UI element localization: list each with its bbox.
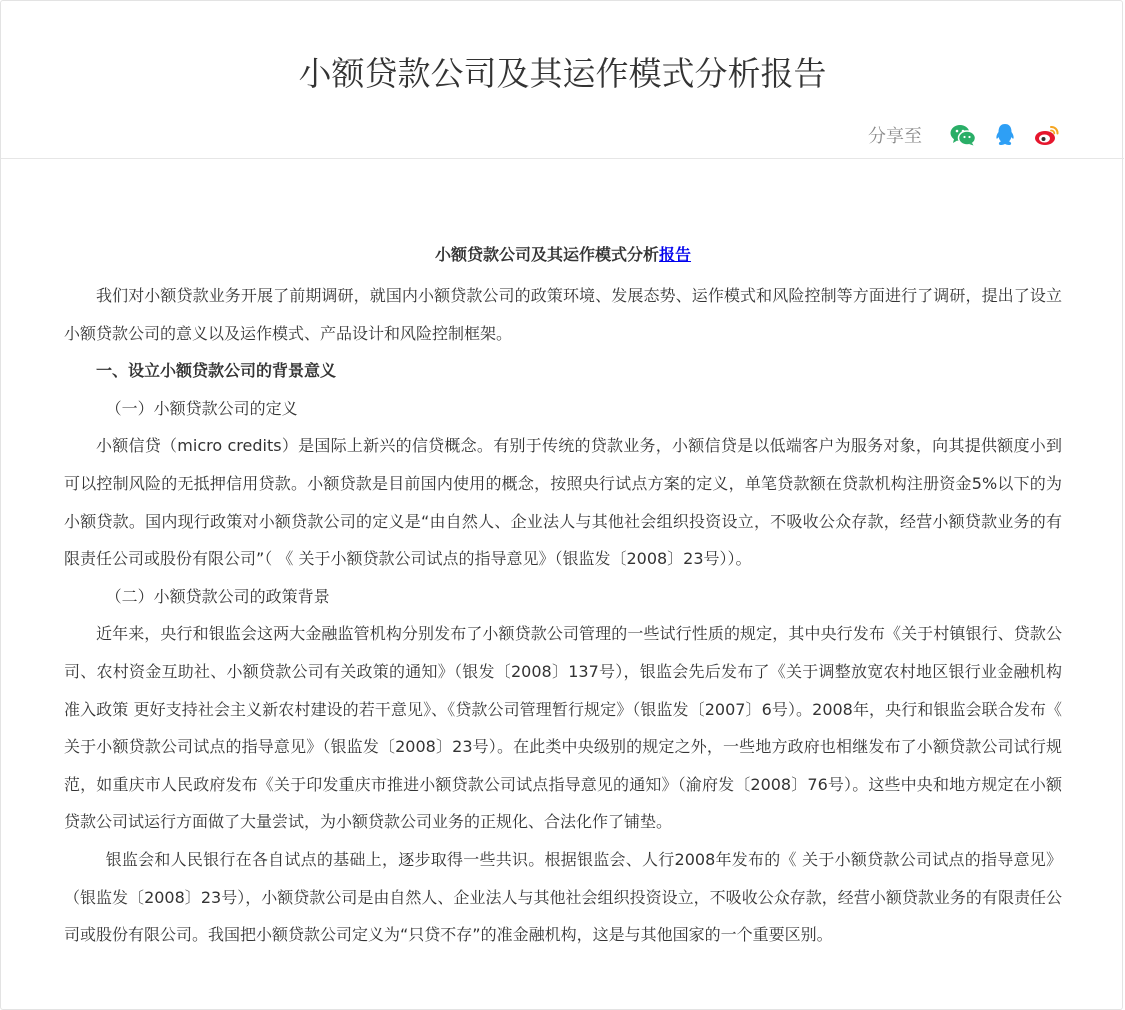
- section-heading-1: 一、设立小额贷款公司的背景意义: [96, 361, 337, 381]
- paragraph-consensus: 银监会和人民银行在各自试点的基础上，逐步取得一些共识。根据银监会、人行2008年发布的《 关于小额贷款公司试点的指导意见》（银监发〔2008〕23号），小额贷款公司是由自然人、企业法人与其他社会组织投资设立，不吸收公众存款，经营小额贷款业务的有限责任公司或股份有限公司。我国把小额贷款公司定义为“只贷不存”的准金融机构，这是与其他国家的一个重要区别。: [64, 849, 1062, 945]
- share-label: 分享至: [868, 126, 922, 147]
- article-body: [64, 240, 1062, 954]
- wechat-icon[interactable]: [948, 120, 978, 150]
- article-heading: [64, 240, 1062, 270]
- qq-icon[interactable]: [990, 120, 1020, 150]
- paragraph-policy: 近年来，央行和银监会这两大金融监管机构分别发布了小额贷款公司管理的一些试行性质的规定，其中央行发布《关于村镇银行、贷款公司、农村资金互助社、小额贷款公司有关政策的通知》（银发〔2008〕137号），银监会先后发布了《关于调整放宽农村地区银行业金融机构准入政策 更好支持社会主义新农村建设的若干意见》、《贷款公司管理暂行规定》（银监发〔2007〕6号）。2008年，央行和银监会联合发布《 关于小额贷款公司试点的指导意见》（银监发〔2008〕23号）。在此类中央级别的规定之外，一些地方政府也相继发布了小额贷款公司试行规范，如重庆市人民政府发布《关于印发重庆市推进小额贷款公司试点指导意见的通知》（渝府发〔2008〕76号）。这些中央和地方规定在小额贷款公司试运行方面做了大量尝试，为小额贷款公司业务的正规化、合法化作了铺垫。: [64, 624, 1062, 832]
- paragraph-definition: 小额信贷（micro credits）是国际上新兴的信贷概念。有别于传统的贷款业务，小额信贷是以低端客户为服务对象，向其提供额度小到可以控制风险的无抵押信用贷款。小额贷款是目前国内使用的概念，按照央行试点方案的定义，单笔贷款额在贷款机构注册资金5%以下的为小额贷款。国内现行政策对小额贷款公司的定义是“由自然人、企业法人与其他社会组织投资设立，不吸收公众存款，经营小额贷款业务的有限责任公司或股份有限公司”（ 《 关于小额贷款公司试点的指导意见》（银监发〔2008〕23号））。: [64, 436, 1062, 569]
- report-link[interactable]: 报告: [659, 245, 692, 264]
- article-heading-text: 小额贷款公司及其运作模式分析: [434, 245, 659, 264]
- subsection-heading-1: （一）小额贷款公司的定义: [105, 398, 298, 418]
- page-title: 小额贷款公司及其运作模式分析报告: [298, 54, 827, 93]
- article-header: [1, 1, 1124, 159]
- subsection-heading-2: （二）小额贷款公司的政策背景: [105, 586, 330, 606]
- share-bar: [868, 119, 1062, 151]
- paragraph-intro: 我们对小额贷款业务开展了前期调研，就国内小额贷款公司的政策环境、发展态势、运作模式和风险控制等方面进行了调研，提出了设立小额贷款公司的意义以及运作模式、产品设计和风险控制框架。: [64, 286, 1062, 343]
- weibo-icon[interactable]: [1032, 120, 1062, 150]
